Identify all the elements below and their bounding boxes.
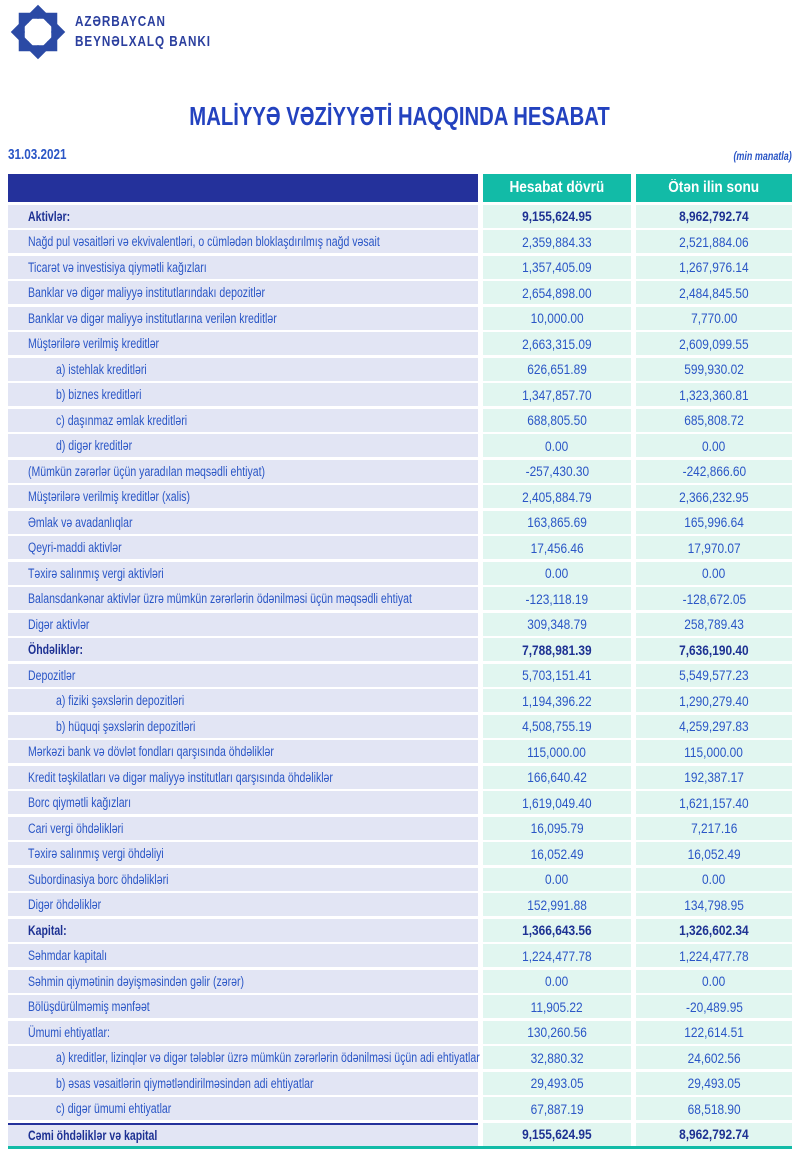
- row-label-text: Digər aktivlər: [28, 616, 90, 632]
- row-value-text: 7,770.00: [690, 310, 738, 326]
- row-value-current: [483, 995, 631, 1018]
- row-label: [8, 230, 478, 253]
- row-value-text: 29,493.05: [530, 1075, 584, 1091]
- row-label: [8, 638, 478, 661]
- row-value-text: 17,456.46: [530, 539, 584, 556]
- row-label-text: c) digər ümumi ehtiyatlar: [56, 1101, 172, 1116]
- row-value-current: [483, 485, 631, 508]
- row-value-text: 2,521,884.06: [679, 233, 749, 250]
- row-value-text: 1,290,279.40: [679, 692, 749, 709]
- row-label: [8, 460, 478, 483]
- row-label: [8, 664, 478, 687]
- row-value-previous: [636, 230, 792, 253]
- row-value-current: [483, 791, 631, 814]
- row-value-text: -257,430.30: [525, 463, 589, 479]
- row-label: [8, 434, 478, 457]
- row-value-current: [483, 893, 631, 916]
- row-value-previous: [636, 970, 792, 993]
- row-value-current: [483, 536, 631, 559]
- row-value-text: 1,326,602.34: [679, 922, 749, 938]
- row-value-text: -242,866.60: [682, 463, 746, 479]
- row-value-text: 2,663,315.09: [522, 335, 592, 352]
- row-value-previous: [636, 1046, 792, 1069]
- row-value-text: 16,052.49: [687, 845, 741, 862]
- row-value-current: [483, 970, 631, 993]
- row-value-current: [483, 281, 631, 304]
- row-value-previous: [636, 919, 792, 942]
- row-value-previous: [636, 944, 792, 967]
- row-value-text: -20,489.95: [685, 998, 743, 1015]
- row-value-text: 165,996.64: [684, 514, 744, 530]
- row-label-text: Mərkəzi bank və dövlət fondları qarşısında öhdəliklər: [28, 744, 274, 759]
- row-label: [8, 511, 478, 534]
- row-value-previous: [636, 842, 792, 865]
- row-value-text: 152,991.88: [527, 896, 587, 913]
- row-value-previous: [636, 868, 792, 891]
- row-label: [8, 281, 478, 304]
- row-value-text: 4,508,755.19: [522, 718, 592, 734]
- row-value-text: 17,970.07: [687, 539, 741, 556]
- row-label: [8, 919, 478, 942]
- row-label-text: Səhmin qiymətinin dəyişməsindən gəlir (zərər): [28, 973, 244, 989]
- row-value-text: 0.00: [702, 437, 726, 454]
- row-label-text: b) biznes kreditləri: [56, 387, 142, 402]
- row-value-text: 2,609,099.55: [679, 335, 749, 352]
- row-value-previous: [636, 689, 792, 712]
- row-label-text: Müştərilərə verilmiş kreditlər (xalis): [28, 489, 191, 504]
- row-value-current: [483, 868, 631, 891]
- row-label: [8, 587, 478, 610]
- row-value-previous: [636, 205, 792, 228]
- row-value-text: 5,703,151.41: [522, 667, 592, 683]
- row-label-text: Qeyri-maddi aktivlər: [28, 540, 122, 555]
- row-label-text: a) istehlak kreditləri: [56, 361, 147, 377]
- row-value-text: 1,357,405.09: [522, 259, 592, 275]
- row-value-previous: [636, 893, 792, 916]
- row-label-text: Cəmi öhdəliklər və kapital: [28, 1127, 158, 1143]
- row-label-text: Təxirə salınmış vergi öhdəliyi: [28, 846, 164, 861]
- row-value-previous: [636, 383, 792, 406]
- row-label: [8, 256, 478, 279]
- row-value-current: [483, 842, 631, 865]
- row-value-text: -128,672.05: [682, 590, 746, 607]
- row-label: [8, 205, 478, 228]
- row-label: [8, 944, 478, 967]
- row-value-current: [483, 1046, 631, 1069]
- row-value-previous: [636, 791, 792, 814]
- row-value-text: 0.00: [545, 973, 569, 989]
- row-value-text: 9,155,624.95: [522, 208, 592, 224]
- row-value-text: 2,366,232.95: [679, 488, 749, 505]
- row-value-text: 1,224,477.78: [679, 947, 749, 964]
- row-value-text: -123,118.19: [525, 590, 589, 607]
- row-value-current: [483, 230, 631, 253]
- row-value-text: 192,387.17: [684, 769, 744, 785]
- row-value-text: 1,224,477.78: [522, 947, 592, 964]
- row-label-text: Aktivlər:: [28, 208, 71, 224]
- row-value-previous: [636, 307, 792, 330]
- row-value-previous: [636, 562, 792, 585]
- row-value-text: 16,052.49: [530, 845, 584, 862]
- row-label: [8, 562, 478, 585]
- row-value-previous: [636, 332, 792, 355]
- row-value-previous: [636, 613, 792, 636]
- table-bottom-border: [8, 1146, 792, 1149]
- row-value-text: 2,484,845.50: [679, 284, 749, 301]
- row-value-current: [483, 1021, 631, 1044]
- row-value-text: 599,930.02: [684, 361, 744, 377]
- row-value-current: [483, 256, 631, 279]
- row-label-text: Kapital:: [28, 922, 67, 938]
- row-value-current: [483, 1072, 631, 1095]
- row-value-current: [483, 1097, 631, 1120]
- row-value-text: 5,549,577.23: [679, 667, 749, 683]
- row-value-current: [483, 740, 631, 763]
- row-label: [8, 715, 478, 738]
- row-label: [8, 613, 478, 636]
- row-value-current: [483, 409, 631, 432]
- row-value-text: 8,962,792.74: [679, 1126, 749, 1142]
- row-value-previous: [636, 434, 792, 457]
- row-value-current: [483, 638, 631, 661]
- row-value-text: 0.00: [702, 973, 726, 989]
- row-value-current: [483, 205, 631, 228]
- row-label-text: Təxirə salınmış vergi aktivləri: [28, 565, 164, 581]
- row-label-text: Cari vergi öhdəlikləri: [28, 820, 124, 836]
- bank-name: [75, 12, 249, 52]
- row-value-text: 9,155,624.95: [522, 1126, 592, 1142]
- row-value-current: [483, 715, 631, 738]
- row-label: [8, 383, 478, 406]
- row-label-text: a) fiziki şəxslərin depozitləri: [56, 693, 185, 708]
- row-value-text: 115,000.00: [684, 743, 744, 760]
- row-value-text: 1,621,157.40: [679, 794, 749, 811]
- row-value-text: 1,347,857.70: [522, 386, 592, 403]
- row-label-text: a) kreditlər, lizinqlər və digər tələblər üzrə mümkün zərərlərin ödənilməsi üçün adi ehtiyatlar: [56, 1050, 480, 1065]
- row-value-text: 11,905.22: [530, 998, 584, 1015]
- row-label: [8, 409, 478, 432]
- row-label-text: Banklar və digər maliyyə institutlarına verilən kreditlər: [28, 310, 277, 326]
- row-value-text: 166,640.42: [527, 769, 587, 785]
- row-value-text: 2,654,898.00: [522, 284, 592, 301]
- row-label: [8, 817, 478, 840]
- row-value-text: 8,962,792.74: [679, 208, 749, 224]
- report-title: MALİYYƏ VƏZİYYƏTİ HAQQINDA HESABAT: [189, 101, 611, 131]
- row-label: [8, 485, 478, 508]
- row-value-text: 7,636,190.40: [679, 641, 749, 658]
- row-value-text: 688,805.50: [527, 412, 587, 428]
- balance-sheet-table: [8, 174, 792, 1146]
- row-value-text: 0.00: [545, 565, 569, 581]
- row-value-current: [483, 332, 631, 355]
- row-value-current: [483, 919, 631, 942]
- row-label: [8, 307, 478, 330]
- row-label: [8, 1072, 478, 1095]
- row-value-previous: [636, 1072, 792, 1095]
- row-label: [8, 995, 478, 1018]
- row-label: [8, 842, 478, 865]
- row-value-previous: [636, 995, 792, 1018]
- row-value-previous: [636, 766, 792, 789]
- row-value-previous: [636, 281, 792, 304]
- row-value-current: [483, 689, 631, 712]
- row-value-previous: [636, 740, 792, 763]
- row-value-previous: [636, 1021, 792, 1044]
- bank-logo-icon: [10, 4, 66, 60]
- row-label-text: c) daşınmaz əmlak kreditləri: [56, 412, 188, 428]
- bank-header: [10, 4, 249, 60]
- row-value-current: [483, 664, 631, 687]
- row-label-text: Banklar və digər maliyyə institutlarındakı depozitlər: [28, 285, 266, 300]
- row-label-text: Digər öhdəliklər: [28, 897, 102, 912]
- row-value-text: 32,880.32: [530, 1049, 584, 1066]
- row-value-previous: [636, 638, 792, 661]
- row-value-text: 1,619,049.40: [522, 794, 592, 811]
- row-value-current: [483, 562, 631, 585]
- row-value-current: [483, 434, 631, 457]
- row-value-current: [483, 587, 631, 610]
- row-value-previous: [636, 587, 792, 610]
- row-value-text: 309,348.79: [527, 616, 587, 632]
- row-value-text: 0.00: [702, 871, 726, 887]
- row-label-text: d) digər kreditlər: [56, 438, 133, 453]
- row-label-text: b) hüquqi şəxslərin depozitləri: [56, 718, 196, 734]
- row-label-text: Ticarət və investisiya qiymətli kağızları: [28, 259, 207, 275]
- row-value-text: 122,614.51: [684, 1024, 744, 1040]
- row-value-text: 0.00: [545, 871, 569, 887]
- row-value-previous: [636, 256, 792, 279]
- row-label-text: Depozitlər: [28, 667, 76, 683]
- row-value-previous: [636, 511, 792, 534]
- row-value-text: 163,865.69: [527, 514, 587, 530]
- bank-name-line2: BEYNƏLXALQ BANKI: [75, 33, 211, 50]
- row-value-previous: [636, 460, 792, 483]
- row-value-current: [483, 1123, 631, 1146]
- row-value-previous: [636, 1097, 792, 1120]
- row-value-current: [483, 511, 631, 534]
- row-value-text: 134,798.95: [684, 896, 744, 913]
- row-value-text: 115,000.00: [527, 743, 587, 760]
- header-empty-cell: [8, 174, 478, 202]
- row-label: [8, 970, 478, 993]
- row-value-text: 0.00: [545, 437, 569, 454]
- row-value-current: [483, 307, 631, 330]
- row-label-text: b) əsas vəsaitlərin qiymətləndirilməsindən adi ehtiyatlar: [56, 1075, 314, 1091]
- row-value-current: [483, 817, 631, 840]
- row-value-text: 1,267,976.14: [679, 259, 749, 275]
- row-label-text: Subordinasiya borc öhdəlikləri: [28, 871, 169, 887]
- row-label: [8, 868, 478, 891]
- row-label-text: Öhdəliklər:: [28, 642, 84, 657]
- column-header-current-period: Hesabat dövrü: [483, 174, 631, 202]
- row-label-text: Balansdankənar aktivlər üzrə mümkün zərərlərin ödənilməsi üçün məqsədli ehtiyat: [28, 591, 412, 606]
- row-label: [8, 1021, 478, 1044]
- row-value-previous: [636, 536, 792, 559]
- row-value-text: 7,788,981.39: [522, 641, 592, 658]
- row-value-previous: [636, 409, 792, 432]
- row-value-text: 67,887.19: [530, 1100, 584, 1117]
- row-value-previous: [636, 358, 792, 381]
- row-value-previous: [636, 1123, 792, 1146]
- row-label-text: Əmlak və avadanlıqlar: [28, 514, 133, 530]
- row-label-text: Səhmdar kapitalı: [28, 948, 108, 963]
- row-value-previous: [636, 664, 792, 687]
- row-value-text: 1,323,360.81: [679, 386, 749, 403]
- row-value-previous: [636, 485, 792, 508]
- bank-name-line1: AZƏRBAYCAN: [75, 13, 166, 30]
- unit-note: (min manatla): [733, 151, 792, 163]
- row-value-text: 16,095.79: [530, 820, 584, 836]
- row-value-text: 1,194,396.22: [522, 692, 592, 709]
- row-value-text: 29,493.05: [687, 1075, 741, 1091]
- row-label: [8, 536, 478, 559]
- row-label: [8, 1123, 478, 1146]
- row-value-text: 7,217.16: [690, 820, 738, 836]
- row-value-text: 1,366,643.56: [522, 922, 592, 938]
- row-value-current: [483, 613, 631, 636]
- row-value-text: 685,808.72: [684, 412, 744, 428]
- row-value-text: 258,789.43: [684, 616, 744, 632]
- row-label: [8, 740, 478, 763]
- row-value-current: [483, 460, 631, 483]
- row-label: [8, 893, 478, 916]
- report-date: 31.03.2021: [8, 146, 67, 163]
- row-value-text: 130,260.56: [527, 1024, 587, 1040]
- row-value-text: 2,405,884.79: [522, 488, 592, 505]
- row-value-current: [483, 383, 631, 406]
- row-label-text: Bölüşdürülməmiş mənfəət: [28, 999, 150, 1014]
- row-label-text: (Mümkün zərərlər üçün yaradılan məqsədli ehtiyat): [28, 463, 266, 479]
- row-value-text: 626,651.89: [527, 361, 587, 377]
- row-label-text: Ümumi ehtiyatlar:: [28, 1024, 110, 1040]
- row-label-text: Borc qiymətli kağızları: [28, 795, 131, 810]
- row-value-current: [483, 766, 631, 789]
- row-value-text: 4,259,297.83: [679, 718, 749, 734]
- row-label: [8, 689, 478, 712]
- row-value-text: 10,000.00: [530, 310, 584, 326]
- row-value-current: [483, 358, 631, 381]
- row-value-previous: [636, 715, 792, 738]
- row-label: [8, 791, 478, 814]
- row-value-previous: [636, 817, 792, 840]
- row-label: [8, 1046, 478, 1069]
- row-value-current: [483, 944, 631, 967]
- row-value-text: 2,359,884.33: [522, 233, 592, 250]
- row-label-text: Kredit təşkilatları və digər maliyyə institutları qarşısında öhdəliklər: [28, 769, 333, 785]
- row-label-text: Nağd pul vəsaitləri və ekvivalentləri, o cümlədən bloklaşdırılmış nağd vəsait: [28, 234, 380, 249]
- row-value-text: 24,602.56: [687, 1049, 741, 1066]
- row-label: [8, 766, 478, 789]
- row-value-text: 68,518.90: [687, 1100, 741, 1117]
- column-header-prior-year-end: Ötən ilin sonu: [636, 174, 792, 202]
- row-label-text: Müştərilərə verilmiş kreditlər: [28, 336, 160, 351]
- row-value-text: 0.00: [702, 565, 726, 581]
- row-label: [8, 1097, 478, 1120]
- row-label: [8, 332, 478, 355]
- row-label: [8, 358, 478, 381]
